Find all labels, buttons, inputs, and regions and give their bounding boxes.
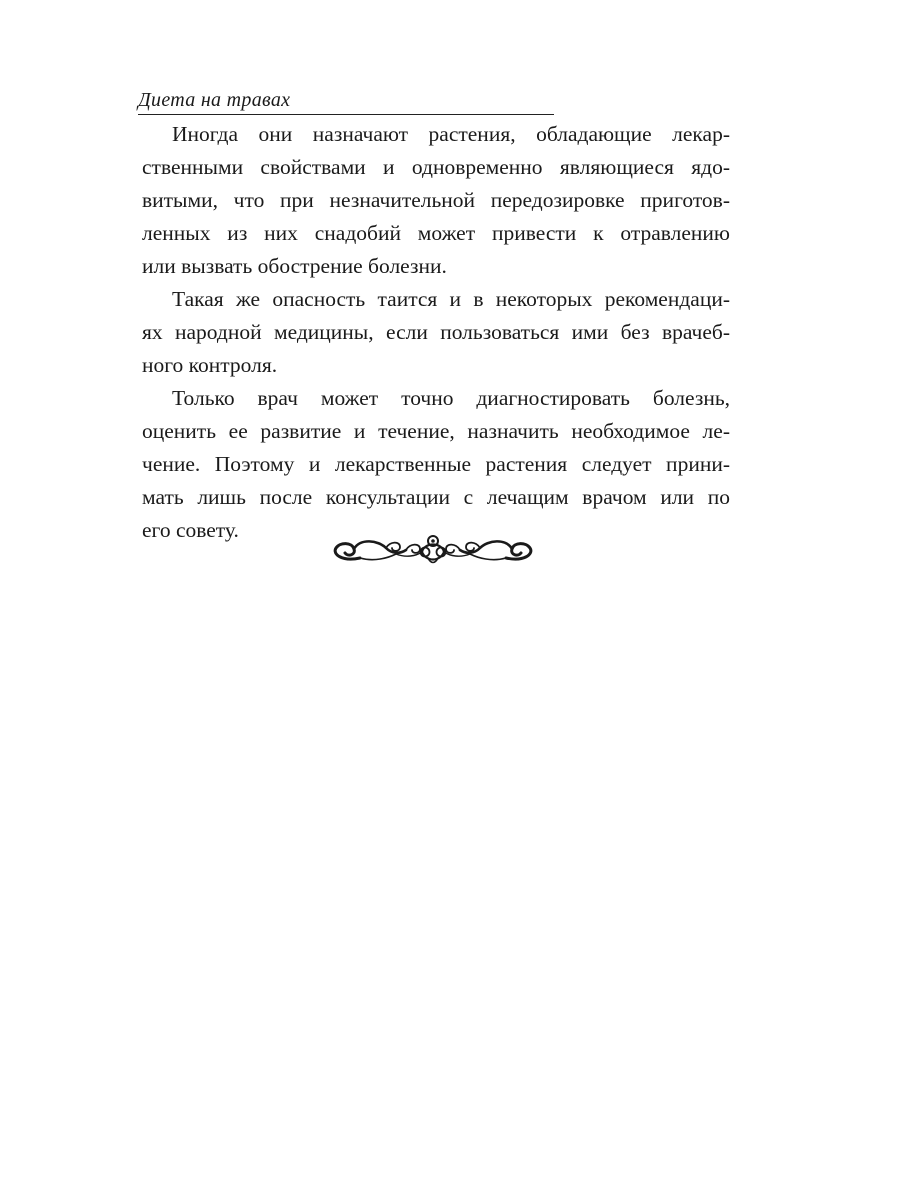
text-line: Такая же опасность таится и в некоторых рекомендаци- [172,287,730,311]
text-line: Только врач может точно диагностировать болезнь, [172,386,730,410]
decorative-flourish-icon [330,528,536,572]
text-line: Иногда они назначают растения, обладающие лекар- [172,122,730,146]
text-line: витыми, что при незначительной передозировке приготов- [142,188,730,212]
text-line: ственными свойствами и одновременно являющиеся ядо- [142,155,730,179]
text-line: или вызвать обострение болезни. [142,254,447,278]
text-line: чение. Поэтому и лекарственные растения следует прини- [142,452,730,476]
paragraph-1 [142,118,730,283]
running-head: Диета на травах [138,88,554,115]
text-line: оценить ее развитие и течение, назначить необходимое ле- [142,419,730,443]
body-text [142,118,730,547]
paragraph-2 [142,283,730,382]
text-line: ного контроля. [142,353,278,377]
text-line: его совету. [142,518,239,542]
text-line: ленных из них снадобий может привести к отравлению [142,221,730,245]
paragraph-3 [142,382,730,547]
text-line: ях народной медицины, если пользоваться ими без врачеб- [142,320,730,344]
text-line: мать лишь после консультации с лечащим врачом или по [142,485,730,509]
